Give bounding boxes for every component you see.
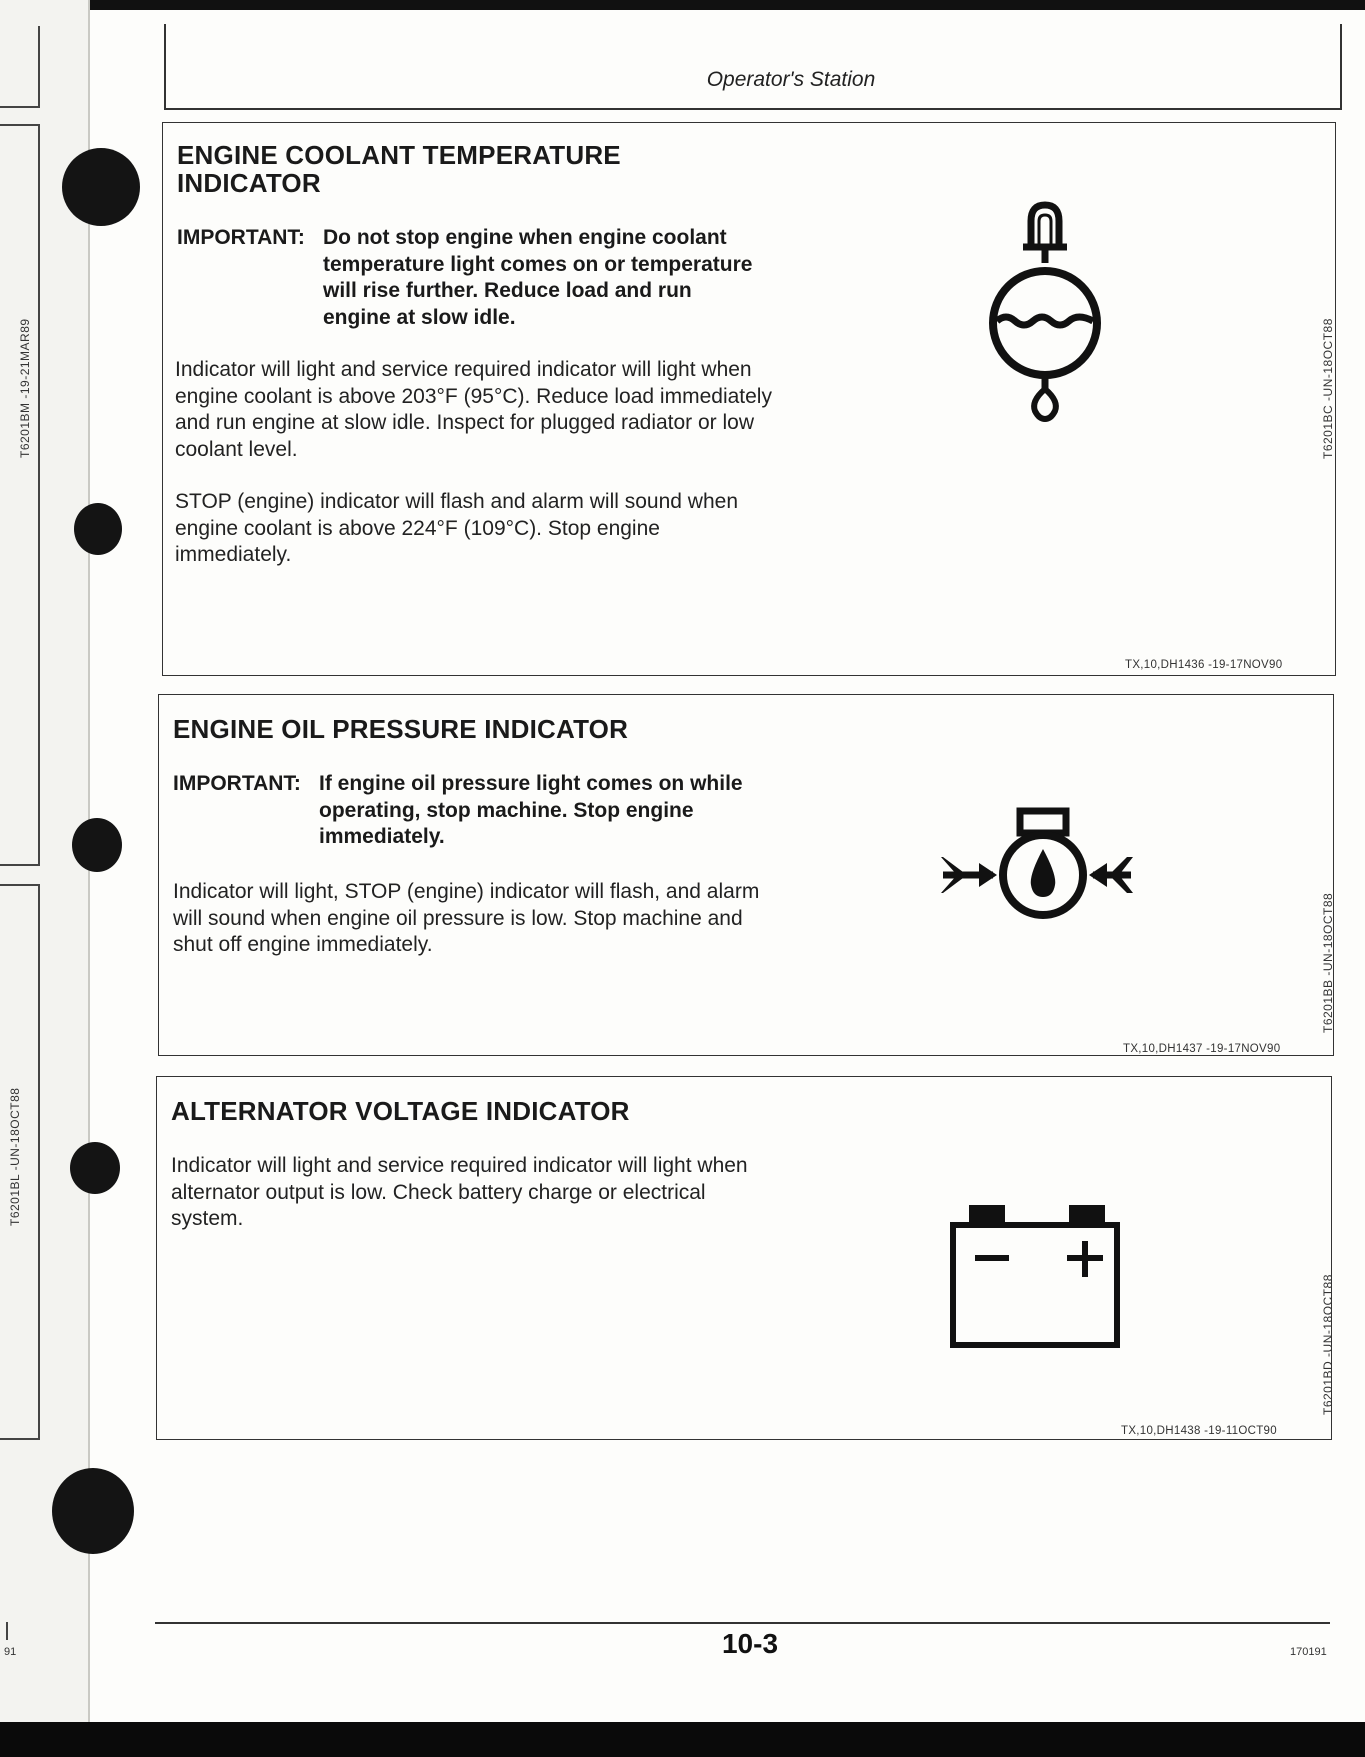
margin-rule [38,884,40,1438]
footer-rule [155,1622,1330,1624]
reference-code: TX,10,DH1438 -19-11OCT90 [1121,1425,1277,1437]
margin-rule [0,1438,40,1440]
page-header-title: Operator's Station [706,68,876,91]
oil-pressure-section [158,694,1334,1056]
reference-code: TX,10,DH1437 -19-17NOV90 [1123,1043,1281,1055]
paragraph: Indicator will light and service required indicator will light when engine coolant is above 203°F (95°C). Reduce load immediately and run engine at slow idle. Inspect for plugged radiator or low coolant level. [175,358,772,461]
section-title: ENGINE OIL PRESSURE INDICATOR [173,714,629,744]
figure-code: T6201BB -UN-18OCT88 [1321,892,1335,1033]
coolant-temperature-icon [983,197,1107,425]
margin-rule [0,106,40,108]
important-label: IMPORTANT: [173,772,301,795]
important-text: Do not stop engine when engine coolant temperature light comes on or temperature will rise further. Reduce load and run engine at slow idle. [323,226,753,329]
page-number: 10-3 [721,1628,779,1659]
paragraph: Indicator will light and service required indicator will light when alternator output is low. Check battery charge or electrical system. [171,1154,748,1230]
footer-right-note: 170191 [1290,1646,1327,1658]
section-title: ALTERNATOR VOLTAGE INDICATOR [171,1096,630,1126]
alternator-section [156,1076,1335,1440]
margin-rule [38,26,40,106]
top-edge-bar [0,0,1365,10]
margin-rule [0,124,40,126]
figure-code: T6201BD -UN-18OCT88 [1321,1274,1335,1415]
footer-left-note: 91 [4,1646,17,1658]
margin-rule [6,1622,8,1640]
margin-rule [0,864,40,866]
binder-hole [62,148,140,226]
oil-pressure-icon [935,805,1135,925]
coolant-section [162,122,1336,676]
binder-hole [74,503,122,555]
paragraph: Indicator will light, STOP (engine) indicator will flash, and alarm will sound when engine oil pressure is low. Stop machine and shut off engine immediately. [173,880,760,956]
margin-rule [0,884,40,886]
figure-code: T6201BC -UN-18OCT88 [1321,318,1335,459]
important-text: If engine oil pressure light comes on while operating, stop machine. Stop engine immediately. [319,772,743,848]
bottom-edge-bar [0,1722,1365,1757]
reference-code: TX,10,DH1436 -19-17NOV90 [1125,659,1283,671]
section-title: ENGINE COOLANT TEMPERATURE INDICATOR [177,140,621,198]
important-label: IMPORTANT: [177,226,305,249]
binder-hole [72,818,122,872]
header-frame [164,24,1342,110]
margin-code: T6201BL -UN-18OCT88 [8,1087,22,1226]
binder-hole [70,1142,120,1194]
important-notice [173,771,773,855]
battery-icon [945,1201,1125,1351]
margin-code: T6201BM -19-21MAR89 [18,318,32,458]
margin-rule [38,124,40,864]
paragraph: STOP (engine) indicator will flash and alarm will sound when engine coolant is above 224°F (109°C). Stop engine immediately. [175,490,739,566]
important-notice [177,225,777,335]
binder-hole [52,1468,134,1554]
